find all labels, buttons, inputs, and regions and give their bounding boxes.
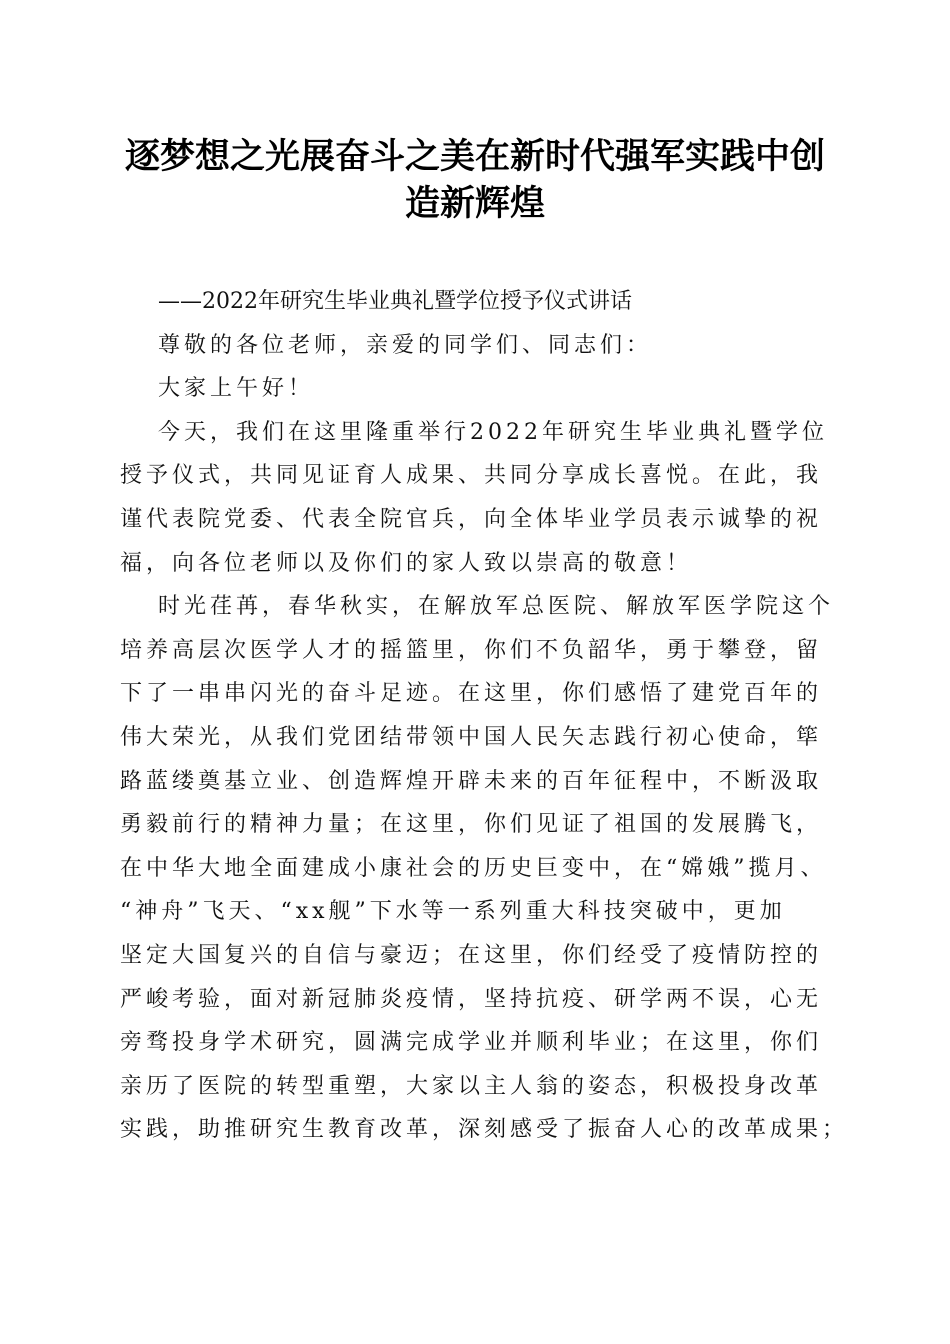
title-line-2: 造新辉煌 [404, 183, 545, 224]
document-title [100, 133, 850, 227]
paragraph-line: 实践，助推研究生教育改革，深刻感受了振奋人心的改革成果； [120, 1117, 849, 1143]
paragraph-line: 时光荏苒，春华秋实，在解放军总医院、解放军医学院这个 [158, 594, 835, 620]
paragraph-line: 今天，我们在这里隆重举行2022年研究生毕业典礼暨学位 [158, 419, 828, 445]
greeting: 大家上午好！ [158, 376, 315, 402]
salutation: 尊敬的各位老师，亲爱的同学们、同志们： [158, 332, 653, 358]
paragraph-1 [120, 411, 835, 585]
paragraph-line: “神舟”飞天、“xx舰”下水等一系列重大科技突破中，更加 [120, 899, 786, 925]
paragraph-line: 福，向各位老师以及你们的家人致以崇高的敬意！ [120, 550, 693, 576]
paragraph-line: 路蓝缕奠基立业、创造辉煌开辟未来的百年征程中，不断汲取 [120, 768, 823, 794]
paragraph-line: 谨代表院党委、代表全院官兵，向全体毕业学员表示诚挚的祝 [120, 506, 823, 532]
paragraph-line: 坚定大国复兴的自信与豪迈；在这里，你们经受了疫情防控的 [120, 942, 823, 968]
title-line-1: 逐梦想之光展奋斗之美在新时代强军实践中创 [124, 136, 825, 177]
paragraph-line: 勇毅前行的精神力量；在这里，你们见证了祖国的发展腾飞， [120, 812, 823, 838]
paragraph-line: 伟大荣光，从我们党团结带领中国人民矢志践行初心使命，筚 [120, 724, 823, 750]
document-body [120, 280, 849, 1152]
paragraph-line: 授予仪式，共同见证育人成果、共同分享成长喜悦。在此，我 [120, 463, 823, 489]
paragraph-2 [120, 585, 849, 1152]
paragraph-line: 培养高层次医学人才的摇篮里，你们不负韶华，勇于攀登，留 [120, 637, 823, 663]
subtitle: ——2022年研究生毕业典礼暨学位授予仪式讲话 [158, 289, 632, 314]
paragraph-line: 严峻考验，面对新冠肺炎疫情，坚持抗疫、研学两不误，心无 [120, 986, 823, 1012]
paragraph-line: 亲历了医院的转型重塑，大家以主人翁的姿态，积极投身改革 [120, 1073, 823, 1099]
paragraph-line: 在中华大地全面建成小康社会的历史巨变中，在“嫦娥”揽月、 [120, 855, 827, 881]
paragraph-line: 旁骛投身学术研究，圆满完成学业并顺利毕业；在这里，你们 [120, 1030, 823, 1056]
paragraph-line: 下了一串串闪光的奋斗足迹。在这里，你们感悟了建党百年的 [120, 681, 823, 707]
